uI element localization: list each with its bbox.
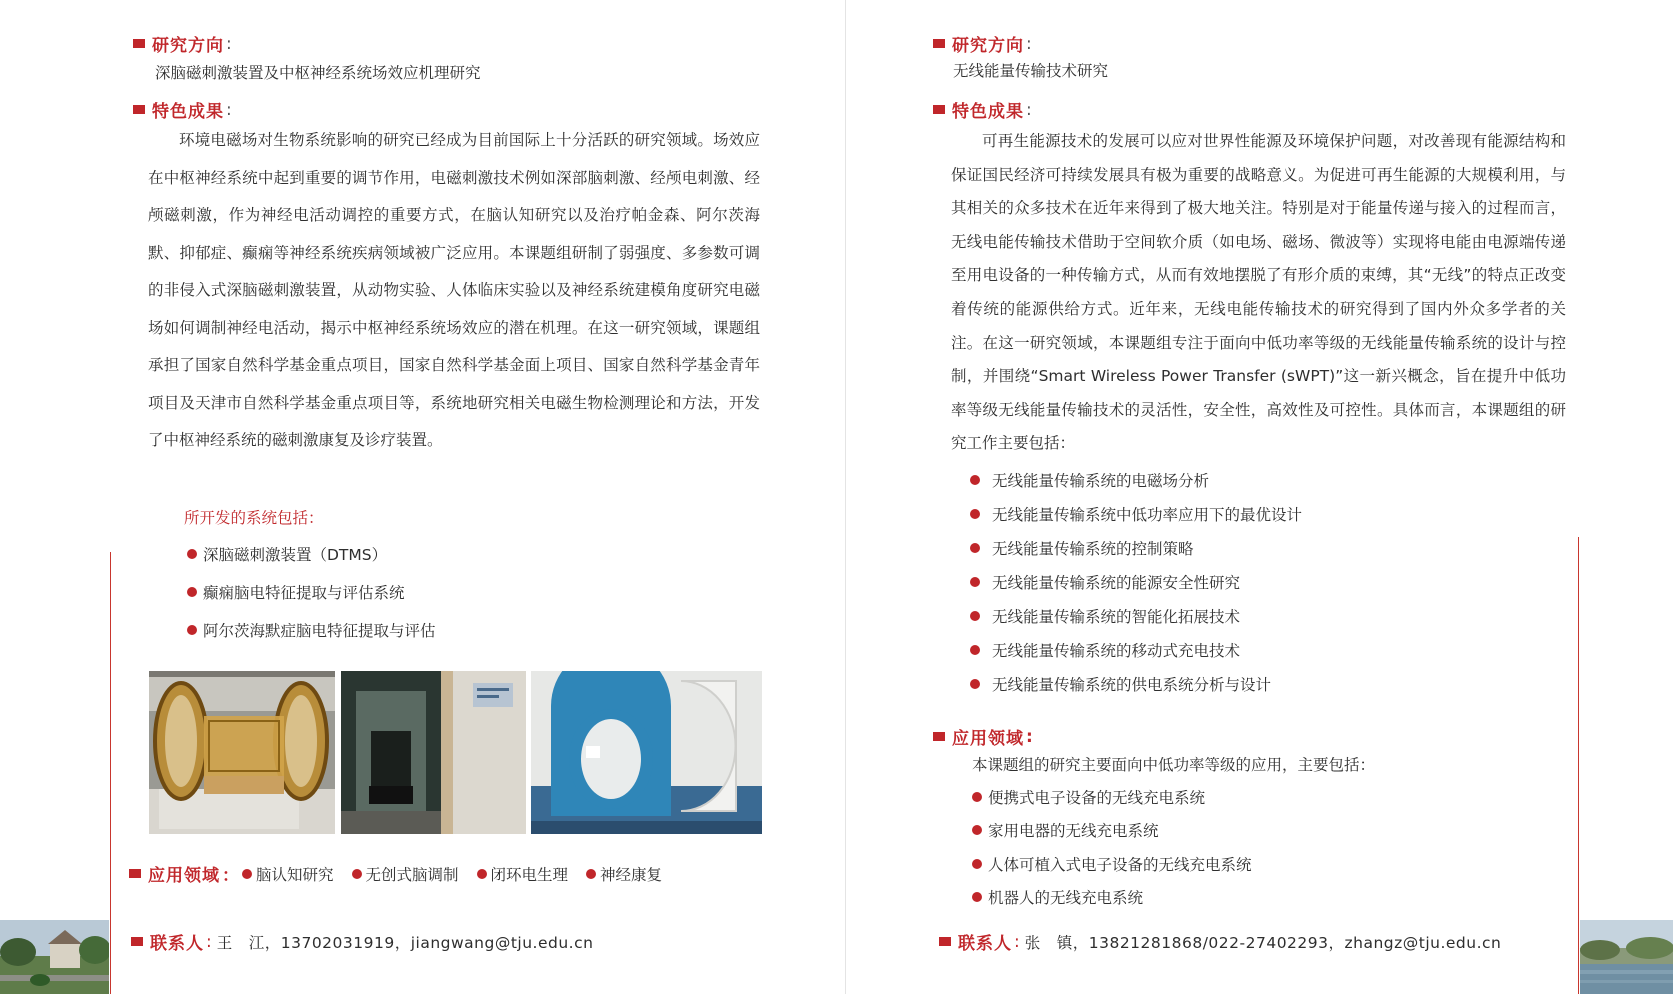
right-research-text: 无线能量传输技术研究	[953, 62, 1109, 80]
right-applications-intro: 本课题组的研究主要面向中低功率等级的应用，主要包括：	[972, 756, 1376, 774]
right-application-item: 人体可植入式电子设备的无线充电系统	[972, 853, 1252, 875]
right-result-item: 无线能量传输系统的供电系统分析与设计	[970, 673, 1271, 695]
left-application-item: 闭环电生理	[477, 863, 569, 885]
left-system-item: 深脑磁刺激装置（DTMS）	[187, 543, 387, 565]
left-system-item: 癫痫脑电特征提取与评估系统	[187, 581, 405, 603]
bullet-dot-icon	[970, 679, 980, 689]
left-systems-title: 所开发的系统包括：	[184, 509, 324, 527]
bullet-dot-icon	[972, 825, 982, 835]
bullet-dot-icon	[972, 859, 982, 869]
bullet-dot-icon	[970, 611, 980, 621]
right-application-item: 家用电器的无线充电系统	[972, 819, 1159, 841]
bullet-dot-icon	[972, 792, 982, 802]
right-application-item: 机器人的无线充电系统	[972, 886, 1143, 908]
heading-square-icon	[133, 39, 145, 48]
bullet-dot-icon	[972, 892, 982, 902]
right-applications-heading: 应用领域 :	[933, 724, 1034, 749]
left-application-item: 神经康复	[586, 863, 662, 885]
right-contact-value: 张 镇，13821281868/022-27402293，zhangz@tju.edu.cn	[1024, 933, 1502, 952]
heading-square-icon	[939, 937, 951, 946]
device-photo-coil-units-image	[531, 671, 762, 834]
device-photo-coil-units	[531, 671, 762, 834]
device-photo-clinical-room	[341, 671, 526, 834]
bullet-dot-icon	[586, 869, 596, 879]
right-result-item: 无线能量传输系统的能源安全性研究	[970, 571, 1240, 593]
bullet-dot-icon	[970, 509, 980, 519]
campus-photo-right	[1580, 920, 1673, 994]
left-applications-row	[129, 861, 680, 886]
heading-square-icon	[933, 732, 945, 741]
right-results-paragraph: 可再生能源技术的发展可以应对世界性能源及环境保护问题，对改善现有能源结构和保证国民经济可持续发展具有极为重要的战略意义。为促进可再生能源的大规模利用，与其相关的众多技术在近年来得到了极大地关注。特别是对于能量传递与接入的过程而言，无线电能传输技术借助于空间软介质（如电场、磁场、微波等）实现将电能由电源端传递至用电设备的一种传输方式，从而有效地摆脱了有形介质的束缚，其“无线”的特点正改变着传统的能源供给方式。近年来，无线电能传输技术的研究得到了国内外众多学者的关注。在这一研究领域，本课题组专注于面向中低功率等级的无线能量传输系统的设计与控制，并围绕“Smart Wireless Power Transfer (sWPT)”这一新兴概念，旨在提升中低功率等级无线能量传输技术的灵活性，安全性，高效性及可控性。具体而言，本课题组的研究工作主要包括：	[951, 132, 1566, 453]
right-research-heading: 研究方向 :	[933, 31, 1033, 56]
bullet-dot-icon	[970, 645, 980, 655]
heading-square-icon	[131, 937, 143, 946]
right-application-item: 便携式电子设备的无线充电系统	[972, 786, 1205, 808]
right-margin-rule	[1578, 537, 1579, 994]
heading-square-icon	[933, 105, 945, 114]
right-results-heading: 特色成果 :	[933, 97, 1033, 122]
bullet-dot-icon	[187, 587, 197, 597]
campus-photo-left-image	[0, 920, 109, 994]
heading-square-icon	[133, 105, 145, 114]
bullet-dot-icon	[242, 869, 252, 879]
bullet-dot-icon	[187, 625, 197, 635]
left-results-heading: 特色成果 :	[133, 97, 233, 122]
campus-photo-left	[0, 920, 109, 994]
left-applications-heading: 应用领域 ：	[129, 861, 240, 886]
right-result-item: 无线能量传输系统的控制策略	[970, 537, 1194, 559]
left-application-item: 无创式脑调制	[352, 863, 459, 885]
right-contact: 联系人 : 张 镇，13821281868/022-27402293，zhangz@tju.edu.cn	[939, 929, 1501, 954]
right-result-item: 无线能量传输系统中低功率应用下的最优设计	[970, 503, 1302, 525]
right-result-item: 无线能量传输系统的智能化拓展技术	[970, 605, 1240, 627]
right-result-item: 无线能量传输系统的电磁场分析	[970, 469, 1209, 491]
left-system-item: 阿尔茨海默症脑电特征提取与评估	[187, 619, 436, 641]
bullet-dot-icon	[970, 577, 980, 587]
device-photo-animal-chamber-image	[149, 671, 335, 834]
left-application-item: 脑认知研究	[242, 863, 334, 885]
bullet-dot-icon	[352, 869, 362, 879]
left-margin-rule	[110, 552, 111, 994]
bullet-dot-icon	[970, 543, 980, 553]
left-contact: 联系人 : 王 江，13702031919，jiangwang@tju.edu.cn	[131, 929, 593, 954]
right-result-item: 无线能量传输系统的移动式充电技术	[970, 639, 1240, 661]
campus-photo-right-image	[1580, 920, 1673, 994]
bullet-dot-icon	[187, 549, 197, 559]
left-contact-value: 王 江，13702031919，jiangwang@tju.edu.cn	[216, 933, 594, 952]
bullet-dot-icon	[970, 475, 980, 485]
heading-square-icon	[933, 39, 945, 48]
right-page	[845, 0, 1673, 994]
heading-square-icon	[129, 869, 141, 878]
device-photo-animal-chamber	[149, 671, 335, 834]
left-results-paragraph: 环境电磁场对生物系统影响的研究已经成为目前国际上十分活跃的研究领域。场效应在中枢神经系统中起到重要的调节作用，电磁刺激技术例如深部脑刺激、经颅电刺激、经颅磁刺激，作为神经电活动调控的重要方式，在脑认知研究以及治疗帕金森、阿尔茨海默、抑郁症、癫痫等神经系统疾病领域被广泛应用。本课题组研制了弱强度、多参数可调的非侵入式深脑磁刺激装置，从动物实验、人体临床实验以及神经系统建模角度研究电磁场如何调制神经电活动，揭示中枢神经系统场效应的潜在机理。在这一研究领域，课题组承担了国家自然科学基金重点项目，国家自然科学基金面上项目、国家自然科学基金青年项目及天津市自然科学基金重点项目等，系统地研究相关电磁生物检测理论和方法，开发了中枢神经系统的磁刺激康复及诊疗装置。	[148, 131, 760, 449]
device-photo-clinical-room-image	[341, 671, 526, 834]
left-research-heading: 研究方向 :	[133, 31, 233, 56]
left-research-text: 深脑磁刺激装置及中枢神经系统场效应机理研究	[155, 64, 481, 82]
bullet-dot-icon	[477, 869, 487, 879]
